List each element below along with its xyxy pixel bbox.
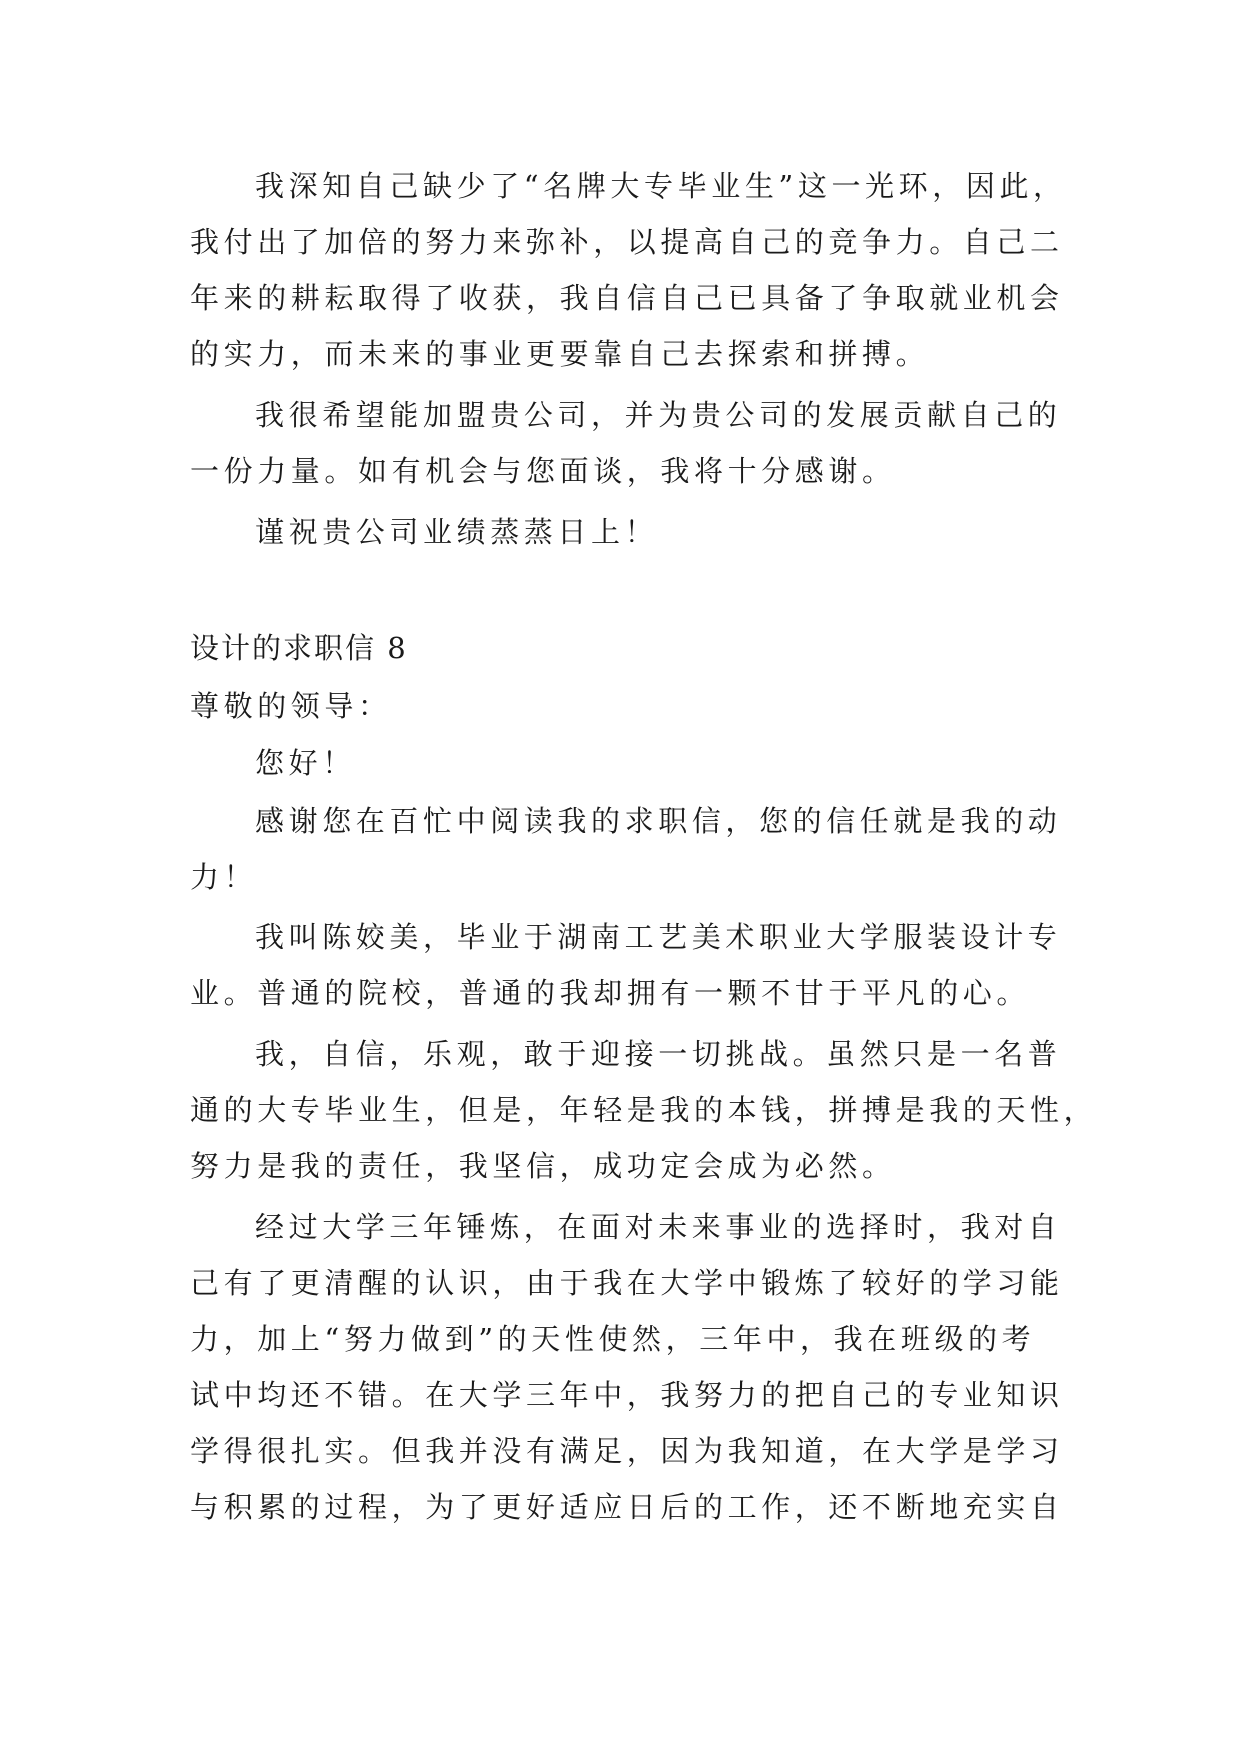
text-line: 我付出了加倍的努力来弥补，以提高自己的竞争力。自己二	[190, 225, 1064, 259]
text-line: 学得很扎实。但我并没有满足，因为我知道，在大学是学习	[190, 1434, 1064, 1468]
text-line: 与积累的过程，为了更好适应日后的工作，还不断地充实自	[190, 1490, 1064, 1524]
text-line: 我叫陈姣美，毕业于湖南工艺美术职业大学服装设计专	[255, 920, 1062, 954]
text-line: 一份力量。如有机会与您面谈，我将十分感谢。	[190, 454, 896, 488]
text-line: 的实力，而未来的事业更要靠自己去探索和拼搏。	[190, 337, 930, 371]
text-line: 通的大专毕业生，但是，年轻是我的本钱，拼搏是我的天性，	[190, 1093, 1098, 1127]
greeting: 您好！	[255, 746, 356, 780]
text-line: 感谢您在百忙中阅读我的求职信，您的信任就是我的动	[255, 804, 1062, 838]
section-title: 设计的求职信 8	[190, 631, 408, 665]
text-line: 经过大学三年锤炼，在面对未来事业的选择时，我对自	[255, 1210, 1062, 1244]
text-line: 年来的耕耘取得了收获，我自信自己已具备了争取就业机会	[190, 281, 1064, 315]
text-line: 己有了更清醒的认识，由于我在大学中锻炼了较好的学习能	[190, 1266, 1064, 1300]
text-line: 力，加上“努力做到”的天性使然，三年中，我在班级的考	[190, 1322, 1036, 1356]
text-line: 我深知自己缺少了“名牌大专毕业生”这一光环，因此，	[255, 169, 1067, 203]
salutation: 尊敬的领导：	[190, 689, 392, 723]
text-line: 我，自信，乐观，敢于迎接一切挑战。虽然只是一名普	[255, 1037, 1062, 1071]
text-line: 努力是我的责任，我坚信，成功定会成为必然。	[190, 1149, 896, 1183]
text-line: 试中均还不错。在大学三年中，我努力的把自己的专业知识	[190, 1378, 1064, 1412]
text-line: 力！	[190, 860, 258, 894]
text-line: 我很希望能加盟贵公司，并为贵公司的发展贡献自己的	[255, 398, 1062, 432]
text-line: 业。普通的院校，普通的我却拥有一颗不甘于平凡的心。	[190, 976, 1031, 1010]
text-line: 谨祝贵公司业绩蒸蒸日上！	[255, 515, 659, 549]
